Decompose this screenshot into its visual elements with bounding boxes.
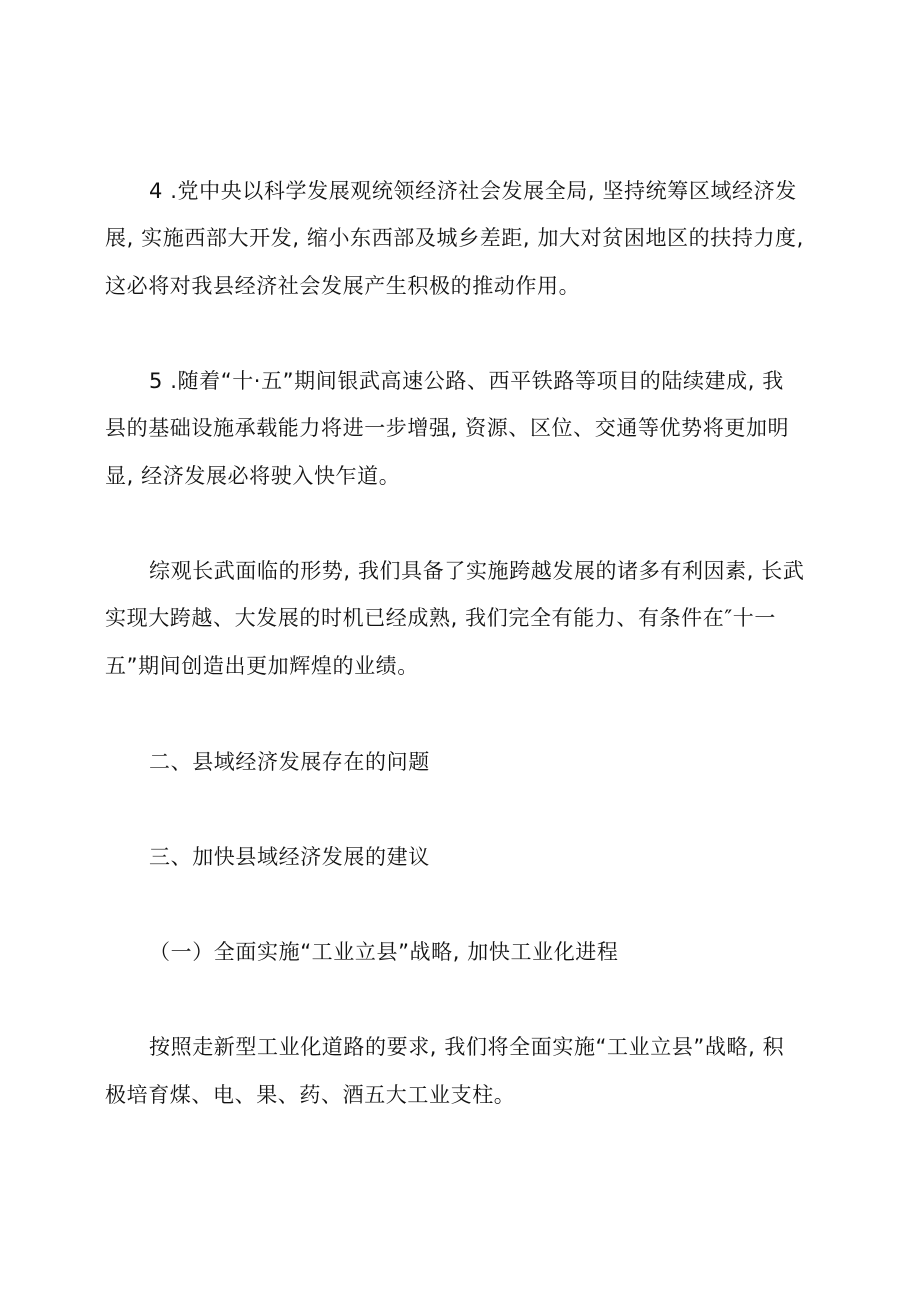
paragraph-4-line-3: 这必将对我县经济社会发展产生积极的推动作用。 xyxy=(105,274,581,298)
summary-line-2: 实现大跨越、大发展的时机已经成熟, 我们完全有能力、有条件在″十一 xyxy=(105,606,776,630)
paragraph-5-line-3: 显, 经济发展必将驶入快乍道。 xyxy=(105,464,401,488)
paragraph-4-line-1: 4 .党中央以科学发展观统领经济社会发展全局, 坚持统筹区域经济发 xyxy=(149,179,797,203)
summary-line-1: 综观长武面临的形势, 我们具备了实施跨越发展的诸多有利因素, 长武 xyxy=(149,559,805,583)
paragraph-5-line-2: 县的基础设施承载能力将进一步增强, 资源、区位、交通等优势将更加明 xyxy=(105,416,790,440)
subheading-1: （一）全面实施“工业立县”战略, 加快工业化进程 xyxy=(149,940,619,964)
section-heading-2: 二、县域经济发展存在的问题 xyxy=(149,750,430,774)
industry-line-1: 按照走新型工业化道路的要求, 我们将全面实施“工业立县”战略, 积 xyxy=(149,1035,785,1059)
section-heading-3: 三、加快县域经济发展的建议 xyxy=(149,845,430,869)
paragraph-5-line-1: 5 .随着“十·五”期间银武高速公路、西平铁路等项目的陆续建成, 我 xyxy=(149,369,784,393)
paragraph-4-line-2: 展, 实施西部大开发, 缩小东西部及城乡差距, 加大对贫困地区的扶持力度, xyxy=(105,226,804,250)
summary-line-3: 五”期间创造出更加辉煌的业绩。 xyxy=(105,654,419,678)
industry-line-2: 极培育煤、电、果、药、酒五大工业支柱。 xyxy=(105,1083,516,1107)
